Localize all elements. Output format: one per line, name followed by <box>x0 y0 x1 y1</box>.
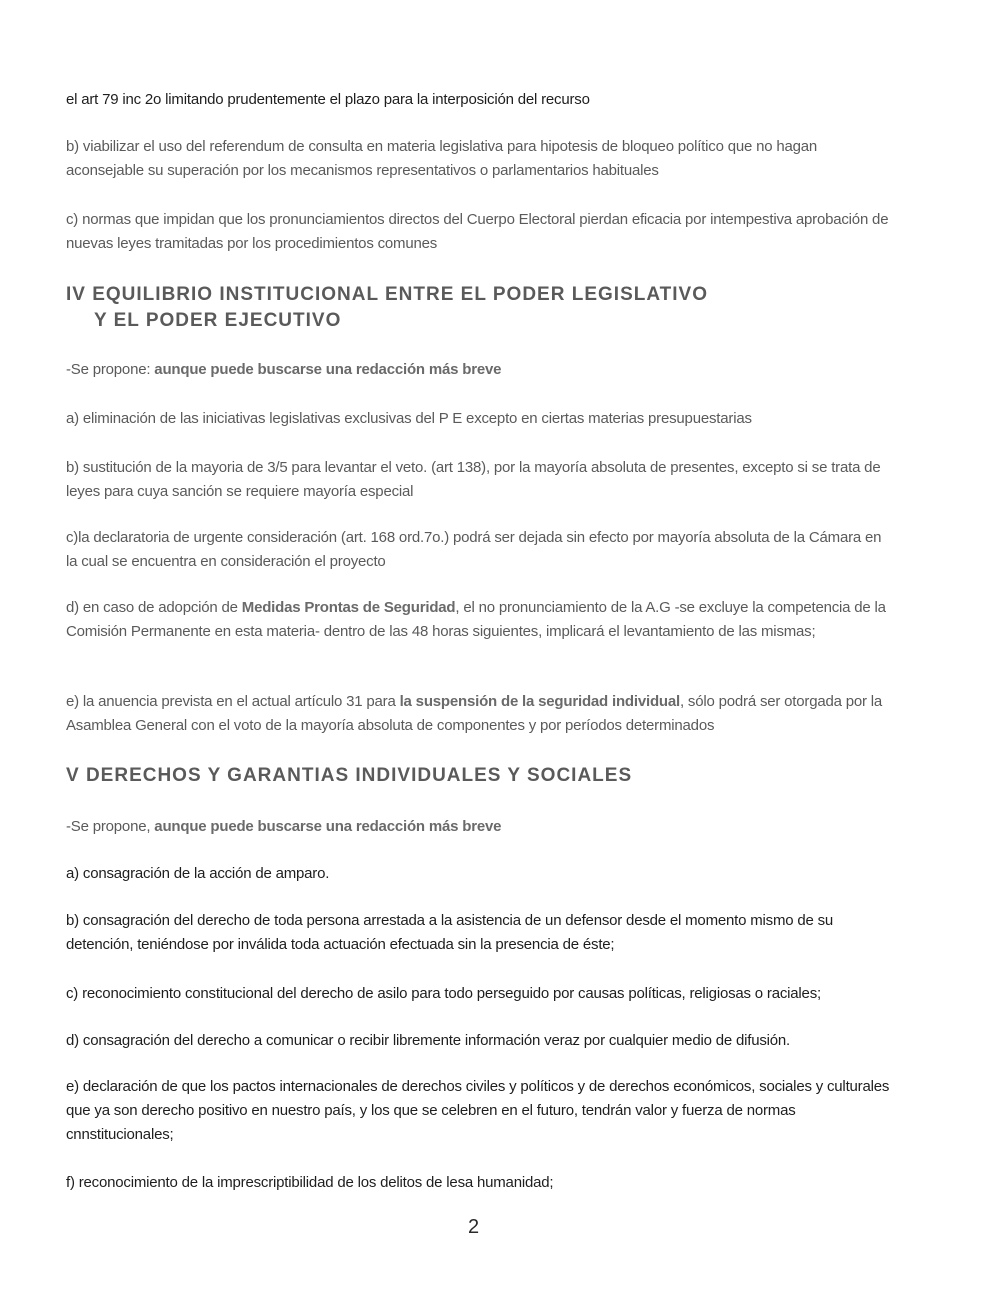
item-e-prefix: e) la anuencia prevista en el actual artículo 31 para <box>66 693 396 710</box>
intro-bold: aunque puede buscarse una redacción más breve <box>154 361 502 378</box>
item-d-bold: Medidas Prontas de Seguridad <box>241 599 456 616</box>
section-v-item-d: d) consagración del derecho a comunicar o recibir libremente información veraz por cualquier medio de difusión. <box>66 1032 791 1049</box>
section-v-intro <box>66 815 896 839</box>
section-iv-item-b: b) sustitución de la mayoria de 3/5 para levantar el veto. (art 138), por la mayoría absoluta de presentes, excepto si se trata de leyes para cuya sanción se requiere mayoría especial <box>66 459 881 500</box>
item-e-suffix: , sólo podrá ser otorgada por la Asamblea General con el voto de la mayoría absoluta de componentes y por períodos determinados <box>66 693 883 734</box>
section-v-item-b: b) consagración del derecho de toda persona arrestada a la asistencia de un defensor desde el momento mismo de su detención, teniéndose por inválida toda actuación efectuada sin la presencia de éste; <box>66 912 834 953</box>
section-iv-intro <box>66 358 896 382</box>
page-number: 2 <box>468 1216 480 1238</box>
section-iv-item-c: c)la declaratoria de urgente consideración (art. 168 ord.7o.) podrá ser dejada sin efecto por mayoría absoluta de la Cámara en la cual se encuentra en consideración el proyecto <box>66 529 882 570</box>
section-v-item-f: f) reconocimiento de la imprescriptibilidad de los delitos de lesa humanidad; <box>66 1174 554 1191</box>
section-v-item-e: e) declaración de que los pactos internacionales de derechos civiles y políticos y de derechos económicos, sociales y culturales que ya son derecho positivo en nuestro país, y los que se celebren en el futuro, tendrán valor y fuerza de normas cnnstitucionales; <box>66 1078 890 1143</box>
item-d-suffix: , el no pronunciamiento de la A.G -se excluye la competencia de la Comisión Permanente en esta materia- dentro de las 48 horas siguientes, implicará el levantamiento de las mismas; <box>66 599 886 640</box>
section-heading-iv-line2: Y EL PODER EJECUTIVO <box>94 310 342 331</box>
section-iv-item-e <box>66 690 896 738</box>
section-v-item-a: a) consagración de la acción de amparo. <box>66 865 330 882</box>
intro-bold: aunque puede buscarse una redacción más breve <box>154 818 502 835</box>
section-v-item-c: c) reconocimiento constitucional del derecho de asilo para todo perseguido por causas políticas, religiosas o raciales; <box>66 985 821 1002</box>
intro-prefix: -Se propone: <box>66 361 151 378</box>
section-heading-iv <box>66 282 708 334</box>
paragraph-art79: el art 79 inc 2o limitando prudentemente el plazo para la interposición del recurso <box>66 91 590 108</box>
section-iv-item-d <box>66 596 896 644</box>
section-heading-v: V DERECHOS Y GARANTIAS INDIVIDUALES Y SOCIALES <box>66 765 633 786</box>
paragraph-cuerpo-electoral: c) normas que impidan que los pronunciamientos directos del Cuerpo Electoral pierdan eficacia por intempestiva aprobación de nuevas leyes tramitadas por los procedimientos comunes <box>66 211 889 252</box>
section-heading-iv-line1: IV EQUILIBRIO INSTITUCIONAL ENTRE EL PODER LEGISLATIVO <box>66 284 708 305</box>
intro-prefix: -Se propone, <box>66 818 151 835</box>
paragraph-referendum: b) viabilizar el uso del referendum de consulta en materia legislativa para hipotesis de bloqueo político que no hagan aconsejable su superación por los mecanismos representativos o parlamentarios habituales <box>66 138 818 179</box>
section-iv-item-a: a) eliminación de las iniciativas legislativas exclusivas del P E excepto en ciertas materias presupuestarias <box>66 410 752 427</box>
item-d-prefix: d) en caso de adopción de <box>66 599 238 616</box>
item-e-bold: la suspensión de la seguridad individual <box>399 693 680 710</box>
